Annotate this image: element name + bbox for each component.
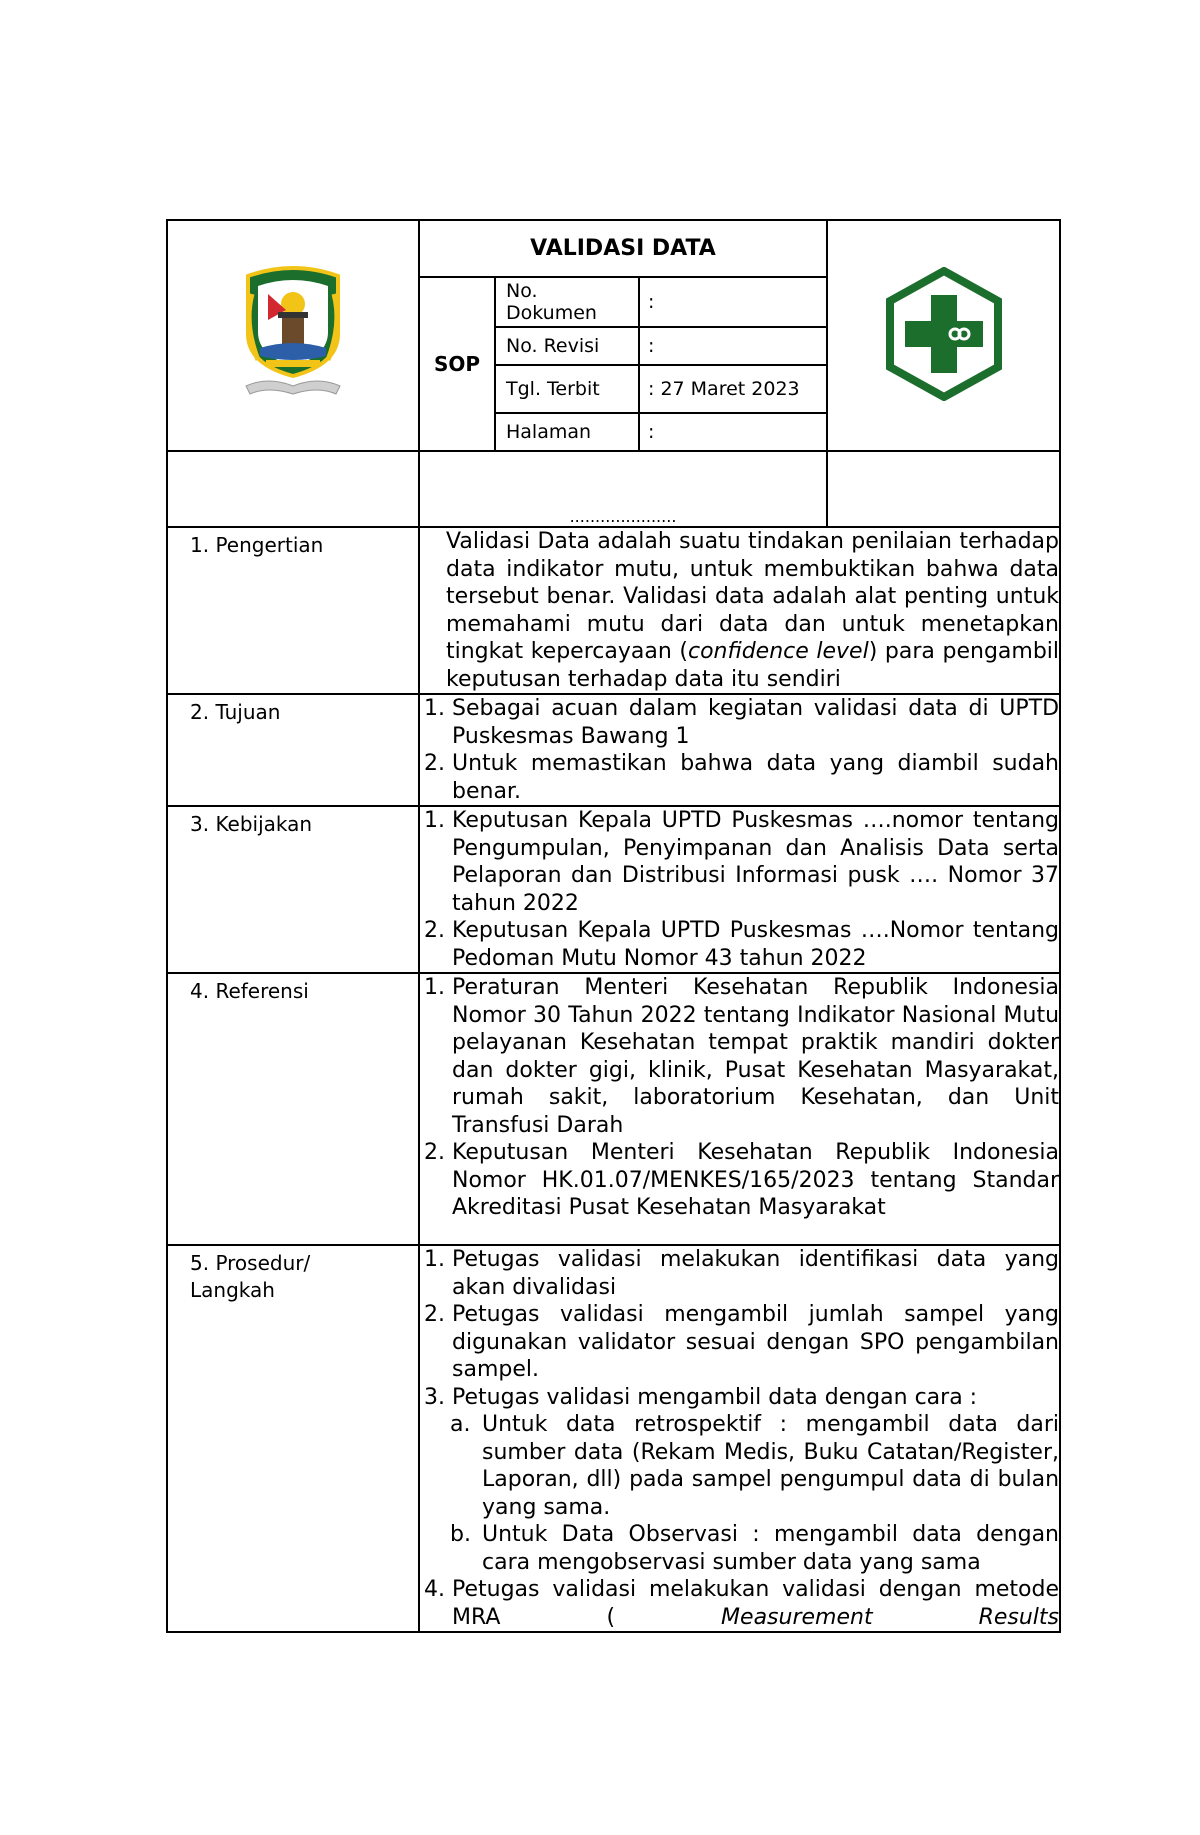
list-text: Petugas validasi melakukan identifikasi data yang akan divalidasi	[452, 1247, 1060, 1300]
sub-list-item	[424, 1411, 1059, 1521]
list-text-paren: (	[606, 1604, 722, 1630]
list-text: Sebagai acuan dalam kegiatan validasi data di UPTD Puskesmas Bawang 1	[452, 696, 1060, 749]
list-number: 2.	[424, 1140, 445, 1165]
regency-crest-cell	[167, 220, 419, 451]
doc-number-label: No. Dokumen	[495, 277, 639, 327]
list-number: 1.	[424, 975, 445, 1000]
puskesmas-logo	[884, 267, 1004, 401]
list-number: 2.	[424, 751, 445, 776]
pengertian-paragraph	[424, 528, 1059, 693]
pengertian-text-b: ) para pengambil keputusan terhadap data itu sendiri	[446, 639, 1060, 692]
list-text: Keputusan Kepala UPTD Puskesmas ….Nomor tentang Pedoman Mutu Nomor 43 tahun 2022	[452, 918, 1060, 971]
sub-list-item	[424, 1521, 1059, 1576]
doc-number-value: :	[639, 277, 827, 327]
list-text: Petugas validasi mengambil data dengan cara :	[452, 1384, 978, 1410]
page-value: :	[639, 413, 827, 451]
list-item	[424, 807, 1059, 917]
list-text: Keputusan Menteri Kesehatan Republik Indonesia Nomor HK.01.07/MENKES/165/2023 tentang Standar Akreditasi Pusat Kesehatan Masyarakat	[452, 1140, 1060, 1220]
list-item	[424, 917, 1059, 972]
list-number: 2.	[424, 1302, 445, 1327]
list-text: Keputusan Kepala UPTD Puskesmas ….nomor tentang Pengumpulan, Penyimpanan dan Analisis Data serta Pelaporan dan Distribusi Informasi pusk …. Nomor 37 tahun 2022	[452, 808, 1060, 916]
document-title: VALIDASI DATA	[419, 220, 827, 277]
list-text: Petugas validasi mengambil jumlah sampel yang digunakan validator sesuai dengan SPO pengambilan sampel.	[452, 1302, 1060, 1382]
section-label-prosedur: 5. Prosedur/ Langkah	[167, 1245, 419, 1632]
revision-label: No. Revisi	[495, 327, 639, 365]
blank-left-cell	[167, 451, 419, 527]
pengertian-text-italic: confidence level	[687, 639, 869, 664]
list-item	[424, 695, 1059, 750]
list-number: 1.	[424, 1247, 445, 1272]
puskesmas-logo-cell	[827, 220, 1060, 451]
sub-list-letter: b.	[450, 1522, 471, 1547]
list-item	[424, 1576, 1059, 1631]
issue-date-value: : 27 Maret 2023	[639, 365, 827, 413]
list-text-italic: Measurement Results	[721, 1604, 1060, 1630]
list-number: 2.	[424, 918, 445, 943]
sub-list-letter: a.	[450, 1412, 471, 1437]
list-number: 1.	[424, 696, 445, 721]
list-item	[424, 1301, 1059, 1384]
section-body-tujuan	[419, 694, 1060, 806]
revision-value: :	[639, 327, 827, 365]
list-item	[424, 974, 1059, 1139]
list-number: 1.	[424, 808, 445, 833]
list-item	[424, 750, 1059, 805]
list-text: Petugas validasi melakukan validasi dengan metode MRA	[452, 1577, 1060, 1630]
list-item	[424, 1139, 1059, 1222]
blank-right-cell	[827, 451, 1060, 527]
section-body-referensi	[419, 973, 1060, 1245]
section-body-kebijakan	[419, 806, 1060, 973]
section-label-referensi: 4. Referensi	[167, 973, 419, 1245]
page-label: Halaman	[495, 413, 639, 451]
regency-crest-emblem	[238, 264, 348, 404]
list-item	[424, 1246, 1059, 1301]
section-label-pengertian: 1. Pengertian	[167, 527, 419, 694]
list-text: Peraturan Menteri Kesehatan Republik Indonesia Nomor 30 Tahun 2022 tentang Indikator Nasional Mutu pelayanan Kesehatan tempat praktik mandiri dokter dan dokter gigi, klinik, Pusat Kesehatan Masyarakat, rumah sakit, laboratorium Kesehatan, dan Unit Transfusi Darah	[452, 975, 1060, 1138]
section-label-tujuan: 2. Tujuan	[167, 694, 419, 806]
sop-label: SOP	[419, 277, 495, 451]
sub-list-text: Untuk Data Observasi : mengambil data dengan cara mengobservasi sumber data yang sama	[482, 1522, 1060, 1575]
list-number: 4.	[424, 1577, 445, 1602]
list-number: 3.	[424, 1384, 445, 1410]
sop-table	[166, 219, 1061, 1633]
list-item	[424, 1384, 1059, 1412]
pengertian-text-a: Validasi Data adalah suatu tindakan penilaian terhadap data indikator mutu, untuk membuktikan bahwa data tersebut benar. Validasi data adalah alat penting untuk memahami mutu dari data dan untuk menetapkan tingkat kepercayaan (	[446, 529, 1060, 664]
signature-dots: .....................	[419, 451, 827, 527]
section-label-kebijakan: 3. Kebijakan	[167, 806, 419, 973]
list-text: Untuk memastikan bahwa data yang diambil sudah benar.	[452, 751, 1060, 804]
section-body-pengertian	[419, 527, 1060, 694]
section-body-prosedur	[419, 1245, 1060, 1632]
issue-date-label: Tgl. Terbit	[495, 365, 639, 413]
sub-list-text: Untuk data retrospektif : mengambil data dari sumber data (Rekam Medis, Buku Catatan/Register, Laporan, dll) pada sampel pengumpul data di bulan yang sama.	[482, 1412, 1060, 1520]
